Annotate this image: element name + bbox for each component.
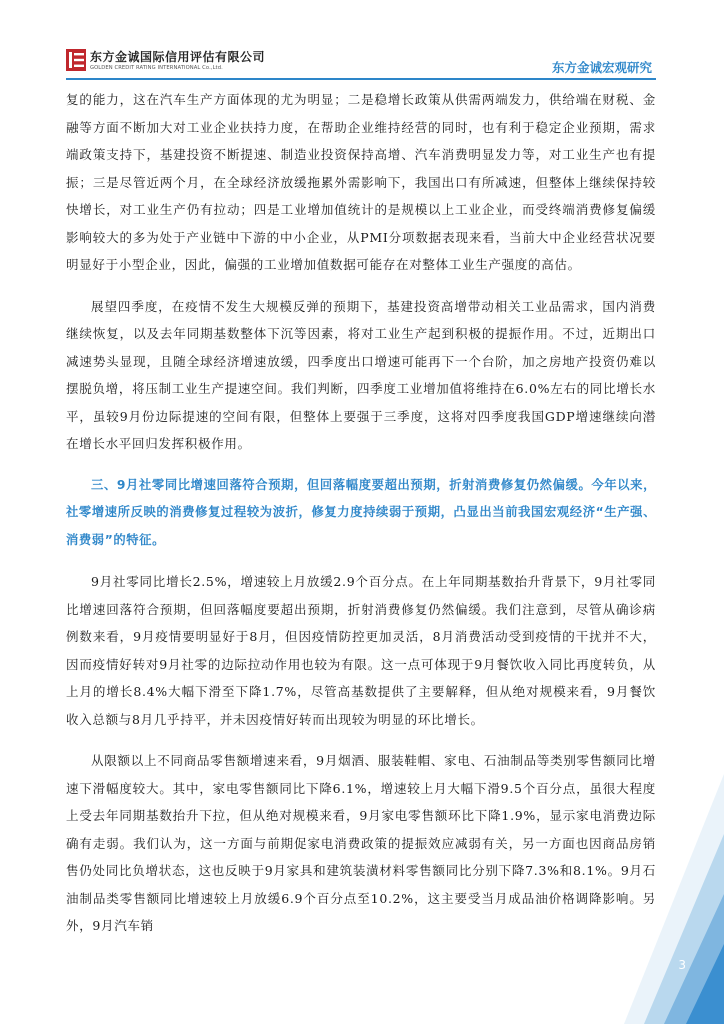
section-heading: 三、9月社零同比增速回落符合预期，但回落幅度要超出预期，折射消费修复仍然偏缓。今年以来，社零增速所反映的消费修复过程较为波折，修复力度持续弱于预期，凸显出当前我国宏观经济“生产强、消费弱”的特征。: [66, 477, 656, 547]
header-divider: [66, 78, 656, 80]
report-brand: 东方金诚宏观研究: [551, 60, 652, 75]
company-name-en: GOLDEN CREDIT RATING INTERNATIONAL Co.,Ltd.: [90, 65, 223, 71]
corner-decoration: [624, 774, 724, 1024]
paragraph-1: 复的能力，这在汽车生产方面体现的尤为明显；二是稳增长政策从供需两端发力，供给端在财税、金融等方面不断加大对工业企业扶持力度，在帮助企业维持经营的同时，也有利于稳定企业预期，需求端政策支持下，基建投资不断提速、制造业投资保持高增、汽车消费明显发力等，对工业生产也有提振；三是尽管近两个月，在全球经济放缓拖累外需影响下，我国出口有所减速，但整体上继续保持较快增长，对工业生产仍有拉动；四是工业增加值统计的是规模以上工业企业，而受终端消费修复偏缓影响较大的多为处于产业链中下游的中小企业，从PMI分项数据表现来看，当前大中企业经营状况要明显好于小型企业，因此，偏强的工业增加值数据可能存在对整体工业生产强度的高估。: [66, 92, 656, 272]
company-name-cn: 东方金诚国际信用评估有限公司: [90, 50, 266, 64]
document-body: [66, 86, 656, 954]
paragraph-3: 9月社零同比增长2.5%，增速较上月放缓2.9个百分点。在上年同期基数抬升背景下，9月社零同比增速回落符合预期，但回落幅度要超出预期，折射消费修复仍然偏缓。我们注意到，尽管从确诊病例数来看，9月疫情要明显好于8月，但因疫情防控更加灵活，8月消费活动受到疫情的干扰并不大，因而疫情好转对9月社零的边际拉动作用也较为有限。这一点可体现于9月餐饮收入同比再度转负，从上月的增长8.4%大幅下滑至下降1.7%，尽管高基数提供了主要解释，但从绝对规模来看，9月餐饮收入总额与8月几乎持平，并未因疫情好转而出现较为明显的环比增长。: [66, 574, 656, 727]
page-number: 3: [678, 958, 686, 972]
paragraph-2: 展望四季度，在疫情不发生大规模反弹的预期下，基建投资高增带动相关工业品需求，国内消费继续恢复，以及去年同期基数整体下沉等因素，将对工业生产起到积极的提振作用。不过，近期出口减速势头显现，且随全球经济增速放缓，四季度出口增速可能再下一个台阶，加之房地产投资仍难以摆脱负增，将压制工业生产提速空间。我们判断，四季度工业增加值将维持在6.0%左右的同比增长水平，虽较9月份边际提速的空间有限，但整体上要强于三季度，这将对四季度我国GDP增速继续向潜在增长水平回归发挥积极作用。: [66, 298, 656, 451]
page-header: [0, 0, 724, 80]
paragraph-4: 从限额以上不同商品零售额增速来看，9月烟酒、服装鞋帽、家电、石油制品等类别零售额同比增速下滑幅度较大。其中，家电零售额同比下降6.1%，增速较上月大幅下滑9.5个百分点，虽很大程度上受去年同期基数抬升下拉，但从绝对规模来看，9月家电零售额环比下降1.9%，显示家电消费边际确有走弱。我们认为，这一方面与前期促家电消费政策的提振效应减弱有关，另一方面也因商品房销售仍处同比负增状态，这也反映于9月家具和建筑装潢材料零售额同比分别下降7.3%和8.1%。9月石油制品类零售额同比增速较上月放缓6.9个百分点至10.2%，这主要受当月成品油价格调降影响。另外，9月汽车销: [66, 753, 656, 933]
golden-credit-logo-icon: [66, 49, 86, 71]
